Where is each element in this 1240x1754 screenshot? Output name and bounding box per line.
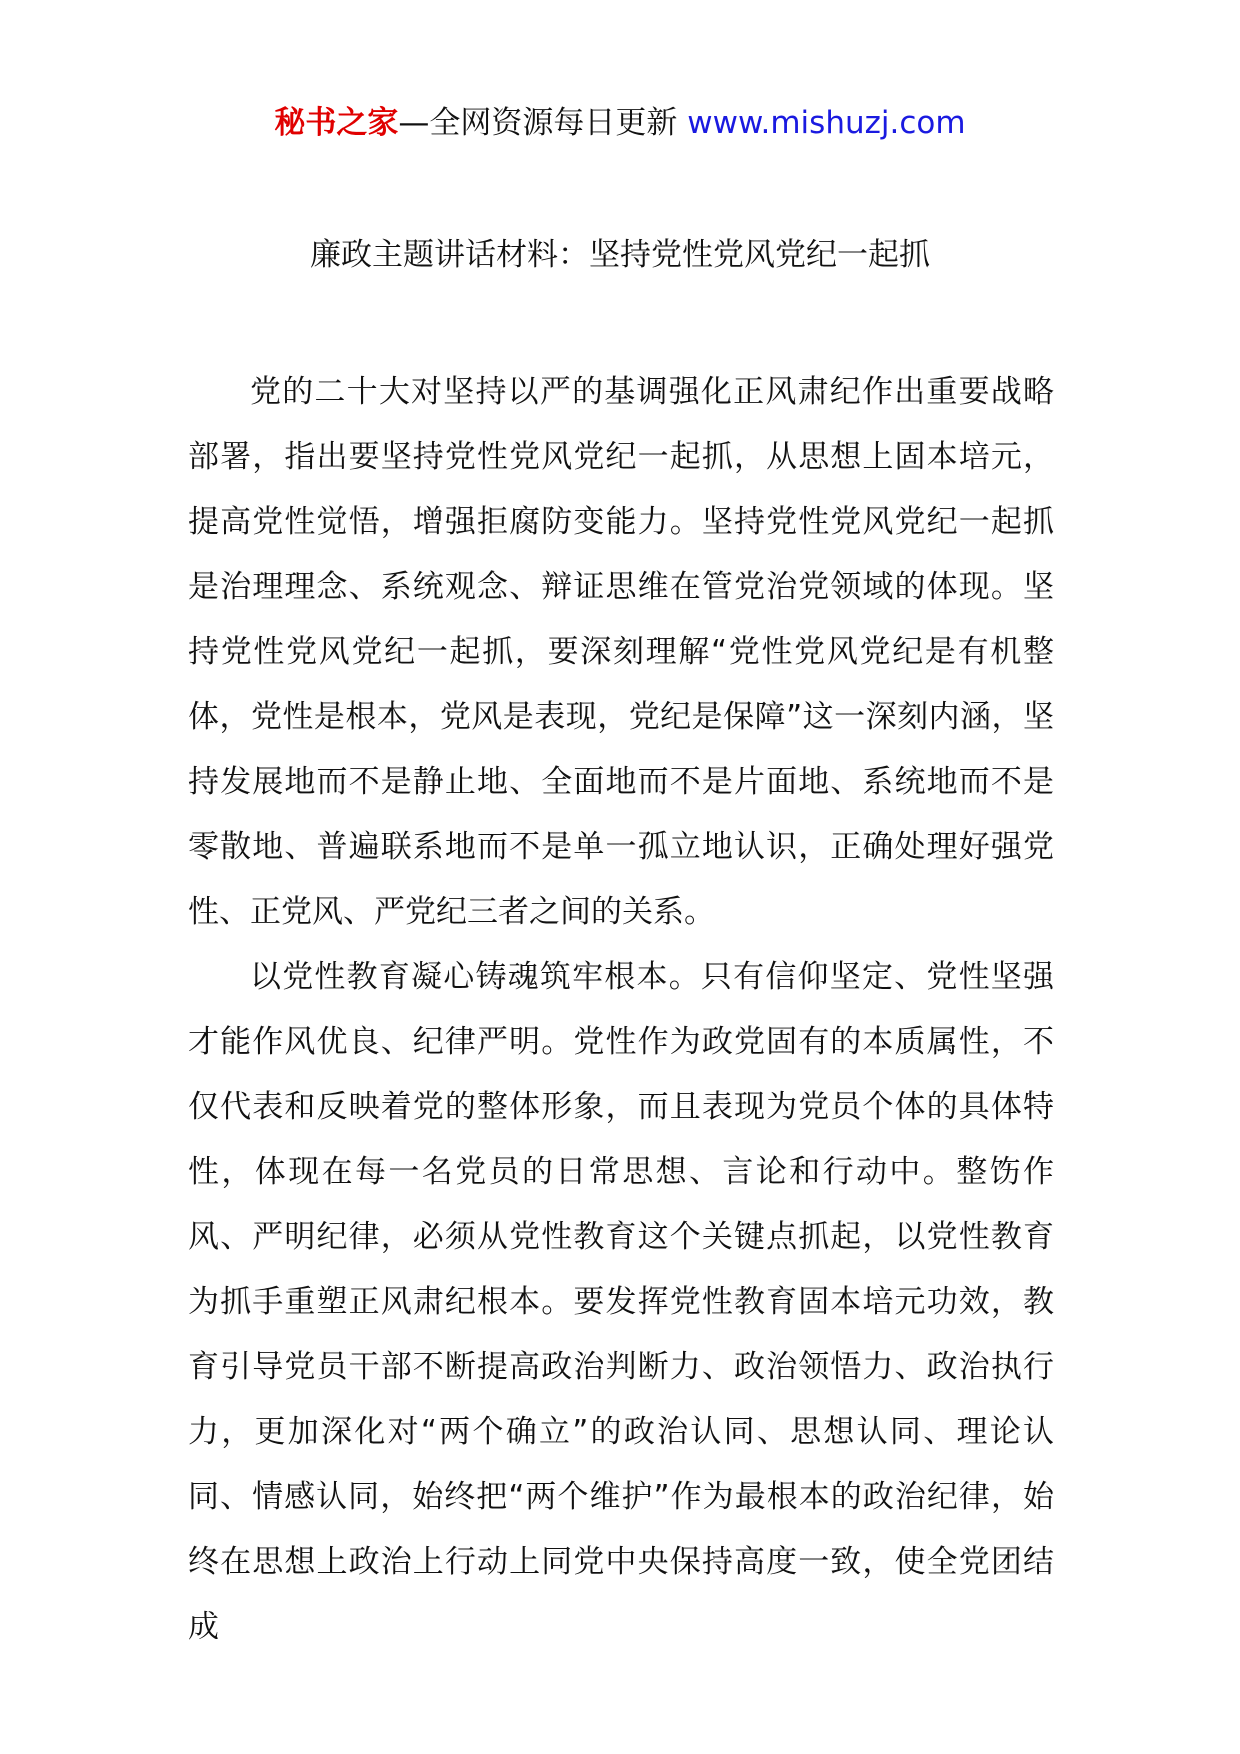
document-body [188,360,1054,1660]
paragraph-1: 党的二十大对坚持以严的基调强化正风肃纪作出重要战略部署，指出要坚持党性党风党纪一起抓，从思想上固本培元，提高党性觉悟，增强拒腐防变能力。坚持党性党风党纪一起抓是治理理念、系统观念、辩证思维在管党治党领域的体现。坚持党性党风党纪一起抓，要深刻理解“党性党风党纪是有机整体，党性是根本，党风是表现，党纪是保障”这一深刻内涵，坚持发展地而不是静止地、全面地而不是片面地、系统地而不是零散地、普遍联系地而不是单一孤立地认识，正确处理好强党性、正党风、严党纪三者之间的关系。 [188,374,1054,930]
document-title: 廉政主题讲话材料：坚持党性党风党纪一起抓 [310,237,930,273]
brand-name: 秘书之家 [274,105,399,141]
header-slogan: —全网资源每日更新 [398,105,678,141]
site-header [0,100,1240,146]
paragraph-2: 以党性教育凝心铸魂筑牢根本。只有信仰坚定、党性坚强才能作风优良、纪律严明。党性作为政党固有的本质属性，不仅代表和反映着党的整体形象，而且表现为党员个体的具体特性，体现在每一名党员的日常思想、言论和行动中。整饬作风、严明纪律，必须从党性教育这个关键点抓起，以党性教育为抓手重塑正风肃纪根本。要发挥党性教育固本培元功效，教育引导党员干部不断提高政治判断力、政治领悟力、政治执行力，更加深化对“两个确立”的政治认同、思想认同、理论认同、情感认同，始终把“两个维护”作为最根本的政治纪律，始终在思想上政治上行动上同党中央保持高度一致，使全党团结成 [188,959,1054,1645]
site-url-link[interactable]: www.mishuzj.com [687,105,966,141]
